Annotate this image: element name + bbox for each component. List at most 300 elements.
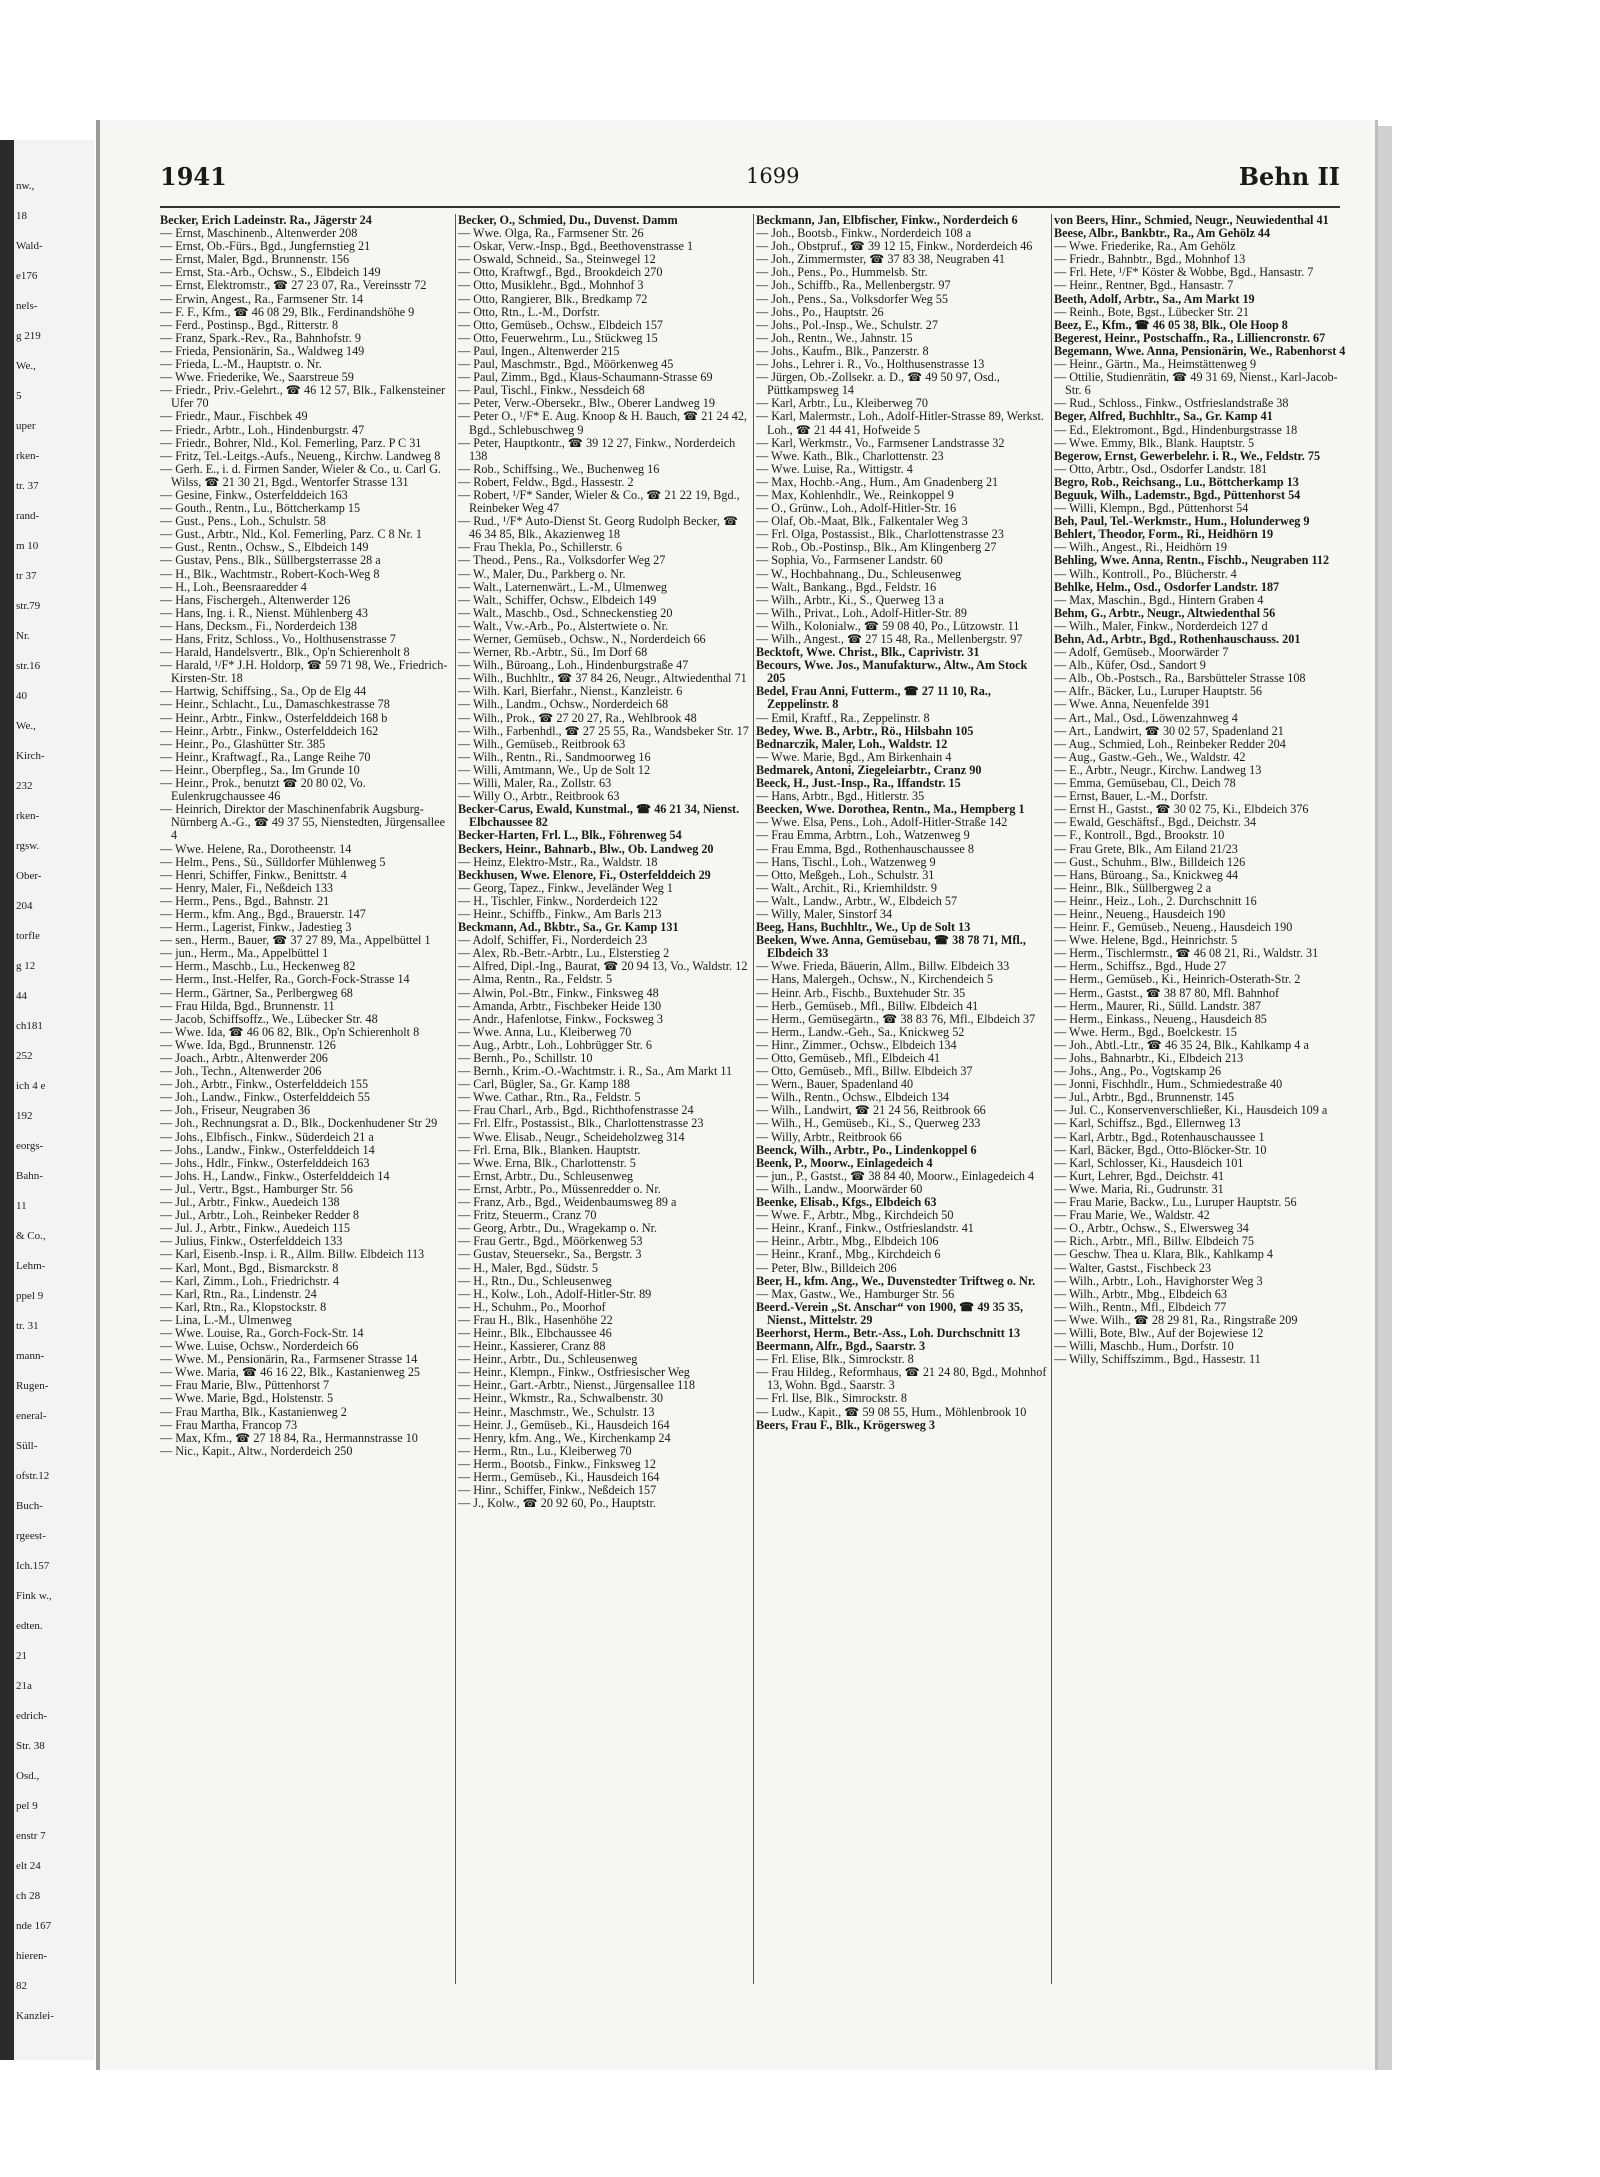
directory-entry: — Gust., Pens., Loh., Schulstr. 58 <box>160 514 326 529</box>
directory-entry: — Wilh., Arbtr., Loh., Havighorster Weg 3 <box>1054 1273 1263 1288</box>
directory-entry: — Heinr., Klempn., Finkw., Ostfriesischer Weg <box>458 1365 690 1380</box>
directory-entry: — Wilh., Privat., Loh., Adolf-Hitler-Str. 89 <box>756 605 967 620</box>
directory-entry: — Heinr. J., Gemüseb., Ki., Hausdeich 164 <box>458 1417 670 1432</box>
directory-entry: — Joh., Zimmermster, ☎ 37 83 38, Neugraben 41 <box>756 252 1005 267</box>
directory-entry: — O., Arbtr., Ochsw., S., Elwersweg 34 <box>1054 1221 1249 1236</box>
directory-entry: — H., Rtn., Du., Schleusenweg <box>458 1273 612 1288</box>
prev-page-fragment: rken- <box>16 450 40 462</box>
prev-page-fragment: 21 <box>16 1650 27 1662</box>
directory-entry: — Hans, Arbtr., Bgd., Hitlerstr. 35 <box>756 789 925 804</box>
directory-entry: — Aug., Arbtr., Loh., Lohbrügger Str. 6 <box>458 1037 652 1052</box>
directory-entry: — Otto, Meßgeh., Loh., Schulstr. 31 <box>756 867 935 882</box>
directory-entry: — Hans, Malergeh., Ochsw., N., Kirchendeich 5 <box>756 972 993 987</box>
prev-page-fragment: pel 9 <box>16 1800 38 1812</box>
prev-page-fragment: We., <box>16 360 36 372</box>
directory-entry: — Wilh., Kolonialw., ☎ 59 08 40, Po., Lützowstr. 11 <box>756 618 1020 633</box>
previous-page-fragment <box>14 140 94 2060</box>
directory-entry: — Adolf, Gemüseb., Moorwärder 7 <box>1054 645 1229 660</box>
directory-entry: — Walt., Schiffer, Ochsw., Elbdeich 149 <box>458 592 657 607</box>
directory-entry: — Amanda, Arbtr., Fischbeker Heide 130 <box>458 998 662 1013</box>
prev-page-fragment: Ober- <box>16 870 42 882</box>
directory-entry: — Wwe. Maria, Ri., Gudrunstr. 31 <box>1054 1181 1224 1196</box>
directory-entry: — Aug., Schmied, Loh., Reinbeker Redder 204 <box>1054 736 1286 751</box>
prev-page-fragment: torfle <box>16 930 40 942</box>
directory-entry: Becker-Harten, Frl. L., Blk., Föhrenweg 54 <box>458 828 682 843</box>
directory-entry: — Ferd., Postinsp., Bgd., Ritterstr. 8 <box>160 317 339 332</box>
directory-entry: — Ernst, Maler, Bgd., Brunnenstr. 156 <box>160 252 350 267</box>
directory-entry: — Willy O., Arbtr., Reitbrook 63 <box>458 789 620 804</box>
directory-entry: — Jacob, Schiffsoffz., We., Lübecker Str. 48 <box>160 1011 378 1026</box>
prev-page-fragment: nw., <box>16 180 35 192</box>
prev-page-fragment: edrich- <box>16 1710 48 1722</box>
directory-entry: — Peter O., ¹/F* E. Aug. Knoop & H. Bauch, ☎ 21 24 42, Bgd., Schlebuschweg 9 <box>458 409 747 437</box>
directory-entry: — Frau Emma, Bgd., Rothenhauschaussee 8 <box>756 841 974 856</box>
directory-entry: — Max, Gastw., We., Hamburger Str. 56 <box>756 1286 955 1301</box>
prev-page-fragment: 192 <box>16 1110 33 1122</box>
directory-entry: — Herm., Gemüsegärtn., ☎ 38 83 76, Mfl., Elbdeich 37 <box>756 1011 1036 1026</box>
directory-entry: — Karl, Schiffsz., Bgd., Ellernweg 13 <box>1054 1116 1241 1131</box>
directory-entry: — Walt., Vw.-Arb., Po., Alstertwiete o. Nr. <box>458 618 669 633</box>
directory-entry: Beerd.-Verein „St. Anschar“ von 1900, ☎ 49 35 35, Nienst., Mittelstr. 29 <box>756 1299 1024 1327</box>
directory-entry: — Frau Martha, Blk., Kastanienweg 2 <box>160 1404 347 1419</box>
directory-entry: Begerest, Heinr., Postschaffn., Ra., Lilliencronstr. 67 <box>1054 330 1326 345</box>
prev-page-fragment: enstr 7 <box>16 1830 46 1842</box>
directory-entry: — Alwin, Pol.-Btr., Finkw., Finksweg 48 <box>458 985 659 1000</box>
directory-entry: — Hartwig, Schiffsing., Sa., Op de Elg 44 <box>160 684 367 699</box>
directory-entry: — Jonni, Fischhdlr., Hum., Schmiedestraße 40 <box>1054 1077 1283 1092</box>
directory-entry: — Wilh., Arbtr., Mbg., Elbdeich 63 <box>1054 1286 1227 1301</box>
directory-entry: — Alb., Küfer, Osd., Sandort 9 <box>1054 658 1206 673</box>
directory-entry: Beese, Albr., Bankbtr., Ra., Am Gehölz 44 <box>1054 226 1271 241</box>
directory-entry: — Wwe. Friederike, Ra., Am Gehölz <box>1054 239 1236 254</box>
scan-edge <box>0 140 14 2060</box>
directory-entry: — Herm., Landw.-Geh., Sa., Knickweg 52 <box>756 1024 965 1039</box>
directory-entry: — Heinr., Prok., benutzt ☎ 20 80 02, Vo. Eulenkrugchaussee 46 <box>160 776 366 804</box>
directory-entry: — Hans, Fritz, Schloss., Vo., Holthusenstrasse 7 <box>160 632 396 646</box>
prev-page-fragment: ppel 9 <box>16 1290 44 1302</box>
directory-entry: — Herm., Inst.-Helfer, Ra., Gorch-Fock-Strasse 14 <box>160 972 410 987</box>
directory-entry: — Wilh., Buchhltr., ☎ 37 84 26, Neugr., Altwiedenthal 71 <box>458 671 747 686</box>
directory-entry: — Georg, Arbtr., Du., Wragekamp o. Nr. <box>458 1221 658 1236</box>
directory-entry: — Joh., Schiffb., Ra., Mellenbergstr. 97 <box>756 278 951 293</box>
directory-entry: Beckmann, Ad., Bkbtr., Sa., Gr. Kamp 131 <box>458 920 679 935</box>
header-rule <box>160 206 1340 208</box>
prev-page-fragment: ch181 <box>16 1020 43 1032</box>
prev-page-fragment: Süll- <box>16 1440 38 1452</box>
page-edge-shadow <box>1378 126 1392 2070</box>
directory-entry: — H., Kolw., Loh., Adolf-Hitler-Str. 89 <box>458 1286 652 1301</box>
directory-entry: — Joach., Arbtr., Altenwerder 206 <box>160 1051 328 1065</box>
directory-entry: — Heinr., Oberpfleg., Sa., Im Grunde 10 <box>160 762 360 777</box>
directory-entry: — Alfr., Bäcker, Lu., Luruper Hauptstr. 56 <box>1054 684 1263 699</box>
column-2 <box>458 214 750 1984</box>
directory-entry: — Herm., Lagerist, Finkw., Jadestieg 3 <box>160 920 352 935</box>
directory-entry: — Frau Marie, We., Waldstr. 42 <box>1054 1208 1210 1223</box>
directory-entry: — Frau Hildeg., Reformhaus, ☎ 21 24 80, Bgd., Mohnhof 13, Wohn. Bgd., Saarstr. 3 <box>756 1365 1047 1393</box>
prev-page-fragment: Nr. <box>16 630 30 642</box>
prev-page-fragment: Kanzlei- <box>16 2010 54 2022</box>
prev-page-fragment: ich 4 e <box>16 1080 46 1092</box>
directory-entry: — Fritz, Steuerm., Cranz 70 <box>458 1208 597 1223</box>
directory-entry: — Henry, kfm. Ang., We., Kirchenkamp 24 <box>458 1430 671 1445</box>
directory-entry: — Frl. Hete, ¹/F* Köster & Wobbe, Bgd., Hansastr. 7 <box>1054 265 1314 280</box>
directory-entry: — Werner, Gemüseb., Ochsw., N., Norderdeich 66 <box>458 632 706 646</box>
prev-page-fragment: ofstr.12 <box>16 1470 50 1482</box>
directory-entry: — Wwe. F., Arbtr., Mbg., Kirchdeich 50 <box>756 1208 954 1223</box>
directory-entry: — Heinr., Arbtr., Mbg., Elbdeich 106 <box>756 1234 939 1249</box>
directory-entry: — Otto, Gemüseb., Mfl., Elbdeich 41 <box>756 1051 941 1065</box>
directory-entry: — Herm., Gemüseb., Ki., Heinrich-Osterath-Str. 2 <box>1054 972 1301 987</box>
directory-entry: — Wwe. Marie, Bgd., Am Birkenhain 4 <box>756 749 952 764</box>
directory-entry: — Otto, Musiklehr., Bgd., Mohnhof 3 <box>458 278 644 293</box>
directory-entry: — Wwe. Luise, Ochsw., Norderdeich 66 <box>160 1339 359 1354</box>
directory-entry: — Friedr., Maur., Fischbek 49 <box>160 409 308 424</box>
directory-entry: — Joh., Pens., Po., Hummelsb. Str. <box>756 265 928 280</box>
prev-page-fragment: 44 <box>16 990 27 1002</box>
directory-entry: — Frau Marie, Backw., Lu., Luruper Hauptstr. 56 <box>1054 1195 1297 1210</box>
directory-entry: — Wwe. Kath., Blk., Charlottenstr. 23 <box>756 448 944 463</box>
directory-entry: — Wilh., Angest., Ri., Heidhörn 19 <box>1054 540 1227 555</box>
directory-entry: — Wwe. Anna, Neuenfelde 391 <box>1054 697 1211 712</box>
prev-page-fragment: Ich.157 <box>16 1560 50 1572</box>
directory-entry: — Johs., Bahnarbtr., Ki., Elbdeich 213 <box>1054 1051 1244 1065</box>
directory-entry: Behm, G., Arbtr., Neugr., Altwiedenthal 56 <box>1054 605 1276 620</box>
directory-entry: — Wilh., Landwirt, ☎ 21 24 56, Reitbrook 66 <box>756 1103 986 1118</box>
directory-entry: — Rob., Ob.-Postinsp., Blk., Am Klingenberg 27 <box>756 540 997 555</box>
directory-entry: — Peter, Hauptkontr., ☎ 39 12 27, Finkw., Norderdeich 138 <box>458 435 736 463</box>
directory-entry: — Wwe. Marie, Bgd., Holstenstr. 5 <box>160 1391 334 1406</box>
directory-entry: — Max, Kohlenhdlr., We., Reinkoppel 9 <box>756 487 954 502</box>
directory-entry: — Ernst, Ob.-Fürs., Bgd., Jungfernstieg 21 <box>160 239 371 254</box>
directory-entry: — Ernst, Arbtr., Du., Schleusenweg <box>458 1168 634 1183</box>
directory-entry: — Heinr., Arbtr., Du., Schleusenweg <box>458 1352 638 1367</box>
directory-entry: — Wwe. Cathar., Rtn., Ra., Feldstr. 5 <box>458 1090 641 1105</box>
directory-entry: — Walt., Landw., Arbtr., W., Elbdeich 57 <box>756 893 958 908</box>
directory-entry: Beckers, Heinr., Bahnarb., Blw., Ob. Landweg 20 <box>458 841 714 856</box>
prev-page-fragment: ch 28 <box>16 1890 41 1902</box>
directory-entry: — Rich., Arbtr., Mfl., Billw. Elbdeich 75 <box>1054 1234 1254 1249</box>
directory-entry: — Frl. Elfr., Postassist., Blk., Charlottenstrasse 23 <box>458 1116 704 1131</box>
directory-entry: — Jürgen, Ob.-Zollsekr. a. D., ☎ 49 50 97, Osd., Püttkampsweg 14 <box>756 370 1000 398</box>
directory-entry: — Gerh. E., i. d. Firmen Sander, Wieler & Co., u. Carl G. Wilss, ☎ 21 30 21, Bgd., Wentorfer Strasse 131 <box>160 461 442 489</box>
directory-entry: — Herb., Gemüseb., Mfl., Billw. Elbdeich 41 <box>756 998 979 1013</box>
prev-page-fragment: We., <box>16 720 36 732</box>
directory-entry: — Wilh., Rentn., Ri., Sandmoorweg 16 <box>458 749 651 764</box>
directory-entry: — Herm., Rtn., Lu., Kleiberweg 70 <box>458 1443 632 1458</box>
directory-entry: — Joh., Techn., Altenwerder 206 <box>160 1064 322 1079</box>
directory-entry: — Wilh., Rentn., Mfl., Elbdeich 77 <box>1054 1299 1227 1314</box>
directory-entry: — Walt., Archit., Ri., Kriemhildstr. 9 <box>756 880 937 895</box>
directory-entry: — Wwe. Erna, Blk., Charlottenstr. 5 <box>458 1155 636 1170</box>
directory-entry: — Ernst, Elektromstr., ☎ 27 23 07, Ra., Vereinsstr 72 <box>160 278 427 293</box>
prev-page-fragment: 252 <box>16 1050 33 1062</box>
directory-entry: — Gesine, Finkw., Osterfelddeich 163 <box>160 487 348 502</box>
directory-entry: — Karl, Eisenb.-Insp. i. R., Allm. Billw. Elbdeich 113 <box>160 1247 425 1262</box>
directory-entry: — Jul., Arbtr., Loh., Reinbeker Redder 8 <box>160 1208 360 1223</box>
directory-entry: Beh, Paul, Tel.-Werkmstr., Hum., Holunderweg 9 <box>1054 514 1310 529</box>
directory-entry: Bedey, Wwe. B., Arbtr., Rö., Hilsbahn 105 <box>756 723 974 738</box>
prev-page-fragment: Str. 38 <box>16 1740 45 1752</box>
directory-entry: — Johs., Landw., Finkw., Osterfelddeich 14 <box>160 1142 375 1157</box>
directory-entry: — Johs., Ang., Po., Vogtskamp 26 <box>1054 1064 1222 1079</box>
directory-entry: — Jul., Vertr., Bgst., Hamburger Str. 56 <box>160 1181 353 1196</box>
directory-entry: — Olaf, Ob.-Maat, Blk., Falkentaler Weg 3 <box>756 514 968 529</box>
directory-entry: — Erwin, Angest., Ra., Farmsener Str. 14 <box>160 291 364 306</box>
directory-entry: — Otto, Rangierer, Blk., Bredkamp 72 <box>458 291 648 306</box>
directory-entry: — Wwe. Friederike, We., Saarstreue 59 <box>160 370 354 385</box>
directory-entry: — Ernst H., Gastst., ☎ 30 02 75, Ki., Elbdeich 376 <box>1054 802 1309 817</box>
directory-entry: — Werner, Rb.-Arbtr., Sü., Im Dorf 68 <box>458 645 648 660</box>
directory-entry: — Heinr., Arbtr., Finkw., Osterfelddeich 162 <box>160 723 379 738</box>
directory-entry: — Alfred, Dipl.-Ing., Baurat, ☎ 20 94 13, Vo., Waldstr. 12 <box>458 959 748 974</box>
directory-entry: — Friedr., Bohrer, Nld., Kol. Femerling, Parz. P C 31 <box>160 435 422 450</box>
directory-entry: — Heinr. Arb., Fischb., Buxtehuder Str. 35 <box>756 985 966 1000</box>
directory-entry: Becker, O., Schmied, Du., Duvenst. Damm <box>458 214 678 227</box>
directory-entry: Beeg, Hans, Buchhltr., We., Up de Solt 13 <box>756 920 971 935</box>
directory-entry: — Karl, Zimm., Loh., Friedrichstr. 4 <box>160 1273 340 1288</box>
directory-entry: — Karl, Arbtr., Lu., Kleiberweg 70 <box>756 396 928 411</box>
directory-entry: — Walter, Gastst., Fischbeck 23 <box>1054 1260 1212 1275</box>
directory-entry: — Emma, Gemüsebau, Cl., Deich 78 <box>1054 776 1236 791</box>
directory-entry: — Rob., Schiffsing., We., Buchenweg 16 <box>458 461 660 476</box>
prev-page-fragment: str.79 <box>16 600 41 612</box>
directory-entry: — sen., Herm., Bauer, ☎ 37 27 89, Ma., Appelbüttel 1 <box>160 933 431 948</box>
prev-page-fragment: 204 <box>16 900 33 912</box>
directory-entry: Bednarczik, Maler, Loh., Waldstr. 12 <box>756 736 948 751</box>
directory-entry: — W., Hochbahnang., Du., Schleusenweg <box>756 566 962 581</box>
directory-entry: — J., Kolw., ☎ 20 92 60, Po., Hauptstr. <box>458 1496 656 1511</box>
directory-entry: — Heinr., Blk., Süllbergweg 2 a <box>1054 880 1212 895</box>
directory-entry: — H., Loh., Beensraaredder 4 <box>160 579 307 594</box>
prev-page-fragment: Rugen- <box>16 1380 49 1392</box>
prev-page-fragment: Lehm- <box>16 1260 46 1272</box>
directory-entry: — Ed., Elektromont., Bgd., Hindenburgstrasse 18 <box>1054 422 1298 437</box>
prev-page-fragment: nde 167 <box>16 1920 52 1932</box>
directory-entry: — Paul, Ingen., Altenwerder 215 <box>458 343 620 358</box>
directory-entry: — Wwe. Anna, Lu., Kleiberweg 70 <box>458 1024 632 1039</box>
directory-entry: Becker, Erich Ladeinstr. Ra., Jägerstr 24 <box>160 214 372 227</box>
directory-entry: — Ernst, Sta.-Arb., Ochsw., S., Elbdeich 149 <box>160 265 381 280</box>
directory-entry: Begerow, Ernst, Gewerbelehr. i. R., We., Feldstr. 75 <box>1054 448 1321 463</box>
directory-entry: — Joh., Rechnungsrat a. D., Blk., Dockenhudener Str 29 <box>160 1116 438 1131</box>
prev-page-fragment: g 12 <box>16 960 36 972</box>
directory-entry: — Johs., Kaufm., Blk., Panzerstr. 8 <box>756 343 929 358</box>
directory-entry: — Hans, Decksm., Fi., Norderdeich 138 <box>160 618 357 633</box>
directory-entry: — Karl, Rtn., Ra., Lindenstr. 24 <box>160 1286 317 1301</box>
directory-entry: — Johs., Lehrer i. R., Vo., Holthusenstrasse 13 <box>756 357 985 372</box>
directory-entry: — Hinr., Zimmer., Ochsw., Elbdeich 134 <box>756 1037 957 1052</box>
prev-page-fragment: tr. 37 <box>16 480 39 492</box>
directory-entry: — Harald, Handelsvertr., Blk., Op'n Schierenholt 8 <box>160 645 410 660</box>
directory-entry: — Frieda, Pensionärin, Sa., Waldweg 149 <box>160 343 365 358</box>
directory-entry: — Wwe. Wilh., ☎ 28 29 81, Ra., Ringstraße 209 <box>1054 1312 1298 1327</box>
directory-entry: — Joh., Arbtr., Finkw., Osterfelddeich 155 <box>160 1077 369 1092</box>
directory-entry: — Heinr., Arbtr., Finkw., Osterfelddeich 168 b <box>160 710 388 725</box>
directory-entry: — Alex, Rb.-Betr.-Arbtr., Lu., Elsterstieg 2 <box>458 946 670 961</box>
directory-entry: — Peter, Blw., Billdeich 206 <box>756 1260 897 1275</box>
directory-entry: — Aug., Gastw.-Geh., We., Waldstr. 42 <box>1054 749 1246 764</box>
directory-entry: — Heinr., Neueng., Hausdeich 190 <box>1054 906 1226 921</box>
prev-page-fragment: Kirch- <box>16 750 45 762</box>
prev-page-fragment: hieren- <box>16 1950 48 1962</box>
directory-entry: — Frl. Ilse, Blk., Simrockstr. 8 <box>756 1391 907 1406</box>
directory-entry: — E., Arbtr., Neugr., Kirchw. Landweg 13 <box>1054 762 1262 777</box>
directory-entry: — Walt., Maschb., Osd., Schneckenstieg 20 <box>458 605 673 620</box>
directory-entry: — Henry, Maler, Fi., Neßdeich 133 <box>160 880 334 895</box>
directory-entry: — Ewald, Geschäftsf., Bgd., Deichstr. 34 <box>1054 815 1257 830</box>
directory-entry: — Heinr., Kraftwagf., Ra., Lange Reihe 70 <box>160 749 371 764</box>
directory-entry: — Ernst, Maschinenb., Altenwerder 208 <box>160 226 358 241</box>
directory-entry: — Heinr., Wkmstr., Ra., Schwalbenstr. 30 <box>458 1391 663 1406</box>
directory-entry: — Paul, Maschmstr., Bgd., Möörkenweg 45 <box>458 357 674 372</box>
prev-page-fragment: Bahn- <box>16 1170 43 1182</box>
directory-entry: Beers, Frau F., Blk., Krögersweg 3 <box>756 1417 935 1432</box>
directory-entry: — Julius, Finkw., Osterfelddeich 133 <box>160 1234 343 1249</box>
directory-entry: — F. F., Kfm., ☎ 46 08 29, Blk., Ferdinandshöhe 9 <box>160 304 415 319</box>
directory-entry: — Gust., Arbtr., Nld., Kol. Femerling, Parz. C 8 Nr. 1 <box>160 527 423 542</box>
directory-entry: — Franz, Arb., Bgd., Weidenbaumsweg 89 a <box>458 1195 677 1210</box>
header-page-number: 1699 <box>746 164 800 188</box>
directory-entry: — Heinr., Po., Glashütter Str. 385 <box>160 736 326 751</box>
directory-entry: — Ernst, Bauer, L.-M., Dorfstr. <box>1054 789 1208 804</box>
directory-entry: — Frau Thekla, Po., Schillerstr. 6 <box>458 540 622 555</box>
directory-entry: — Heinr., Heiz., Loh., 2. Durchschnitt 16 <box>1054 893 1257 908</box>
prev-page-fragment: eorgs- <box>16 1140 44 1152</box>
directory-entry: Beenck, Wilh., Arbtr., Po., Lindenkoppel 6 <box>756 1142 977 1157</box>
directory-entry: — Max, Maschin., Bgd., Hintern Graben 4 <box>1054 592 1264 607</box>
directory-entry: — W., Maler, Du., Parkberg o. Nr. <box>458 566 626 581</box>
prev-page-fragment: eneral- <box>16 1410 47 1422</box>
directory-entry: — Willy, Maler, Sinstorf 34 <box>756 906 893 921</box>
prev-page-fragment: & Co., <box>16 1230 46 1242</box>
directory-entry: Behling, Wwe. Anna, Rentn., Fischb., Neugraben 112 <box>1054 553 1330 568</box>
directory-entry: — Hans, Ing. i. R., Nienst. Mühlenberg 43 <box>160 605 368 620</box>
directory-entry: Beeth, Adolf, Arbtr., Sa., Am Markt 19 <box>1054 291 1255 306</box>
directory-entry: Beeck, H., Just.-Insp., Ra., Iffandstr. 15 <box>756 776 961 791</box>
directory-entry: — Wwe. Ida, ☎ 46 06 82, Blk., Op'n Schierenholt 8 <box>160 1024 420 1039</box>
directory-entry: — Paul, Tischl., Finkw., Nessdeich 68 <box>458 383 645 398</box>
directory-entry: Beger, Alfred, Buchhltr., Sa., Gr. Kamp 41 <box>1054 409 1273 424</box>
page-header <box>160 158 1340 198</box>
prev-page-fragment: e176 <box>16 270 38 282</box>
column-3 <box>756 214 1048 1984</box>
directory-entry: — Wwe. Helene, Ra., Dorotheenstr. 14 <box>160 841 352 856</box>
directory-entry: — Johs., Pol.-Insp., We., Schulstr. 27 <box>756 317 938 332</box>
directory-entry: — Frau Charl., Arb., Bgd., Richthofenstrasse 24 <box>458 1103 694 1118</box>
directory-entry: — Heinr., Maschmstr., We., Schulstr. 13 <box>458 1404 655 1419</box>
directory-entry: — Robert, ¹/F* Sander, Wieler & Co., ☎ 21 22 19, Bgd., Reinbeker Weg 47 <box>458 487 740 516</box>
directory-entry: — Wwe. Herm., Bgd., Boelckestr. 15 <box>1054 1024 1237 1039</box>
directory-entry: — Gustav, Pens., Blk., Süllbergsterrasse 28 a <box>160 553 381 568</box>
directory-entry: — Wwe. Luise, Ra., Wittigstr. 4 <box>756 461 913 476</box>
prev-page-fragment: uper <box>16 420 36 432</box>
directory-entry: — Joh., Rentn., We., Jahnstr. 15 <box>756 330 913 345</box>
directory-entry: — Wwe. Frieda, Bäuerin, Allm., Billw. Elbdeich 33 <box>756 959 1010 974</box>
prev-page-fragment: Wald- <box>16 240 43 252</box>
column-divider <box>753 214 754 1984</box>
directory-entry: — Peter, Verw.-Obersekr., Blw., Oberer Landweg 19 <box>458 396 715 411</box>
directory-entry: — Walt., Laternenwärt., L.-M., Ulmenweg <box>458 579 667 594</box>
directory-entry: — Gust., Schuhm., Blw., Billdeich 126 <box>1054 854 1246 869</box>
directory-entry: — Wilh., H., Gemüseb., Ki., S., Querweg 233 <box>756 1116 981 1131</box>
directory-entry: — Joh., Landw., Finkw., Osterfelddeich 55 <box>160 1090 370 1105</box>
prev-page-fragment: tr. 31 <box>16 1320 39 1332</box>
directory-entry: — Friedr., Priv.-Gelehrt., ☎ 46 12 57, Blk., Falkensteiner Ufer 70 <box>160 383 446 411</box>
column-4 <box>1054 214 1346 1984</box>
directory-entry: — Wilh., Kontroll., Po., Blücherstr. 4 <box>1054 566 1237 581</box>
directory-entry: — Heinr. F., Gemüseb., Neueng., Hausdeich 190 <box>1054 920 1293 935</box>
directory-entry: Beckhusen, Wwe. Elenore, Fi., Osterfelddeich 29 <box>458 867 711 882</box>
directory-entry: — Wwe. M., Pensionärin, Ra., Farmsener Strasse 14 <box>160 1352 418 1367</box>
directory-entry: — Wilh., Arbtr., Ki., S., Querweg 13 a <box>756 592 944 607</box>
prev-page-fragment: rand- <box>16 510 40 522</box>
directory-entry: — Wwe. Elisab., Neugr., Scheideholzweg 314 <box>458 1129 685 1144</box>
directory-entry: — Johs., Hdlr., Finkw., Osterfelddeich 163 <box>160 1155 370 1170</box>
directory-entry: — Wwe. Helene, Bgd., Heinrichstr. 5 <box>1054 933 1238 948</box>
directory-entry: — Wwe. Olga, Ra., Farmsener Str. 26 <box>458 226 644 241</box>
directory-entry: — Heinz, Elektro-Mstr., Ra., Waldstr. 18 <box>458 854 658 869</box>
prev-page-fragment: rken- <box>16 810 40 822</box>
directory-entry: Beenke, Elisab., Kfgs., Elbdeich 63 <box>756 1195 937 1210</box>
directory-entry: — Johs., Po., Hauptstr. 26 <box>756 304 884 319</box>
directory-entry: — F., Kontroll., Bgd., Brookstr. 10 <box>1054 828 1225 843</box>
directory-entry: — Andr., Hafenlotse, Finkw., Focksweg 3 <box>458 1011 664 1026</box>
directory-entry: — Wilh., Landw., Moorwärder 60 <box>756 1181 923 1196</box>
directory-entry: — Carl, Bügler, Sa., Gr. Kamp 188 <box>458 1077 630 1092</box>
directory-entry: — Karl, Mont., Bgd., Bismarckstr. 8 <box>160 1260 339 1275</box>
prev-page-fragment: Osd., <box>16 1770 40 1782</box>
directory-entry: — Heinr., Blk., Elbchaussee 46 <box>458 1325 612 1340</box>
directory-entry: — Johs. H., Landw., Finkw., Osterfelddeich 14 <box>160 1168 390 1183</box>
header-year: 1941 <box>160 162 227 191</box>
directory-entry: — Friedr., Bahnbtr., Bgd., Mohnhof 13 <box>1054 252 1246 267</box>
prev-page-fragment: 40 <box>16 690 27 702</box>
prev-page-fragment: 232 <box>16 780 33 792</box>
directory-entry: Behlert, Theodor, Form., Ri., Heidhörn 19 <box>1054 527 1274 542</box>
directory-entry: — Joh., Obstpruf., ☎ 39 12 15, Finkw., Norderdeich 46 <box>756 239 1033 254</box>
directory-entry: — Gouth., Rentn., Lu., Böttcherkamp 15 <box>160 501 361 516</box>
directory-entry: Bedmarek, Antoni, Ziegeleiarbtr., Cranz 90 <box>756 762 982 777</box>
directory-entry: — Jul. C., Konservenverschließer, Ki., Hausdeich 109 a <box>1054 1103 1328 1118</box>
directory-entry: — Wwe. Ida, Bgd., Brunnenstr. 126 <box>160 1037 336 1052</box>
directory-entry: — Theod., Pens., Ra., Volksdorfer Weg 27 <box>458 553 666 568</box>
prev-page-fragment: g 219 <box>16 330 41 342</box>
directory-entry: — Alb., Ob.-Postsch., Ra., Barsbütteler Strasse 108 <box>1054 671 1306 686</box>
directory-entry: — Frau Marie, Blw., Püttenhorst 7 <box>160 1378 330 1393</box>
directory-entry: — Bernh., Po., Schillstr. 10 <box>458 1051 593 1065</box>
directory-entry: — Heinr., Kranf., Mbg., Kirchdeich 6 <box>756 1247 941 1262</box>
directory-entry: — Hans, Büroang., Sa., Knickweg 44 <box>1054 867 1239 882</box>
prev-page-fragment: Fink w., <box>16 1590 52 1602</box>
directory-entry: — Heinr., Kranf., Finkw., Ostfrieslandstr. 41 <box>756 1221 974 1236</box>
directory-entry: — Joh., Pens., Sa., Volksdorfer Weg 55 <box>756 291 948 306</box>
directory-entry: — Karl, Werkmstr., Vo., Farmsener Landstrasse 32 <box>756 435 1005 450</box>
directory-entry: — Gust., Rentn., Ochsw., S., Elbdeich 149 <box>160 540 369 555</box>
directory-entry: — Ottilie, Studienrätin, ☎ 49 31 69, Nienst., Karl-Jacob-Str. 6 <box>1054 370 1338 398</box>
directory-entry: — Harald, ¹/F* J.H. Holdorp, ☎ 59 71 98, We., Friedrich-Kirsten-Str. 18 <box>160 658 448 686</box>
directory-entry: — Paul, Zimm., Bgd., Klaus-Schaumann-Strasse 69 <box>458 370 713 385</box>
prev-page-fragment: m 10 <box>16 540 39 552</box>
prev-page-fragment: Buch- <box>16 1500 43 1512</box>
directory-entry: — Joh., Friseur, Neugraben 36 <box>160 1103 311 1118</box>
prev-page-fragment: 5 <box>16 390 22 402</box>
directory-entry: — Max, Kfm., ☎ 27 18 84, Ra., Hermannstrasse 10 <box>160 1430 418 1445</box>
directory-entry: — Helm., Pens., Sü., Sülldorfer Mühlenweg 5 <box>160 854 386 869</box>
directory-entry: — Heinrich, Direktor der Maschinenfabrik Augsburg-Nürnberg A.-G., ☎ 49 37 55, Nienstedten, Jürgensallee 4 <box>160 802 446 843</box>
directory-entry: Beez, E., Kfm., ☎ 46 05 38, Blk., Ole Hoop 8 <box>1054 317 1288 332</box>
directory-entry: — Emil, Kraftf., Ra., Zeppelinstr. 8 <box>756 710 930 725</box>
directory-entry: — Ludw., Kapit., ☎ 59 08 55, Hum., Möhlenbrook 10 <box>756 1404 1027 1419</box>
